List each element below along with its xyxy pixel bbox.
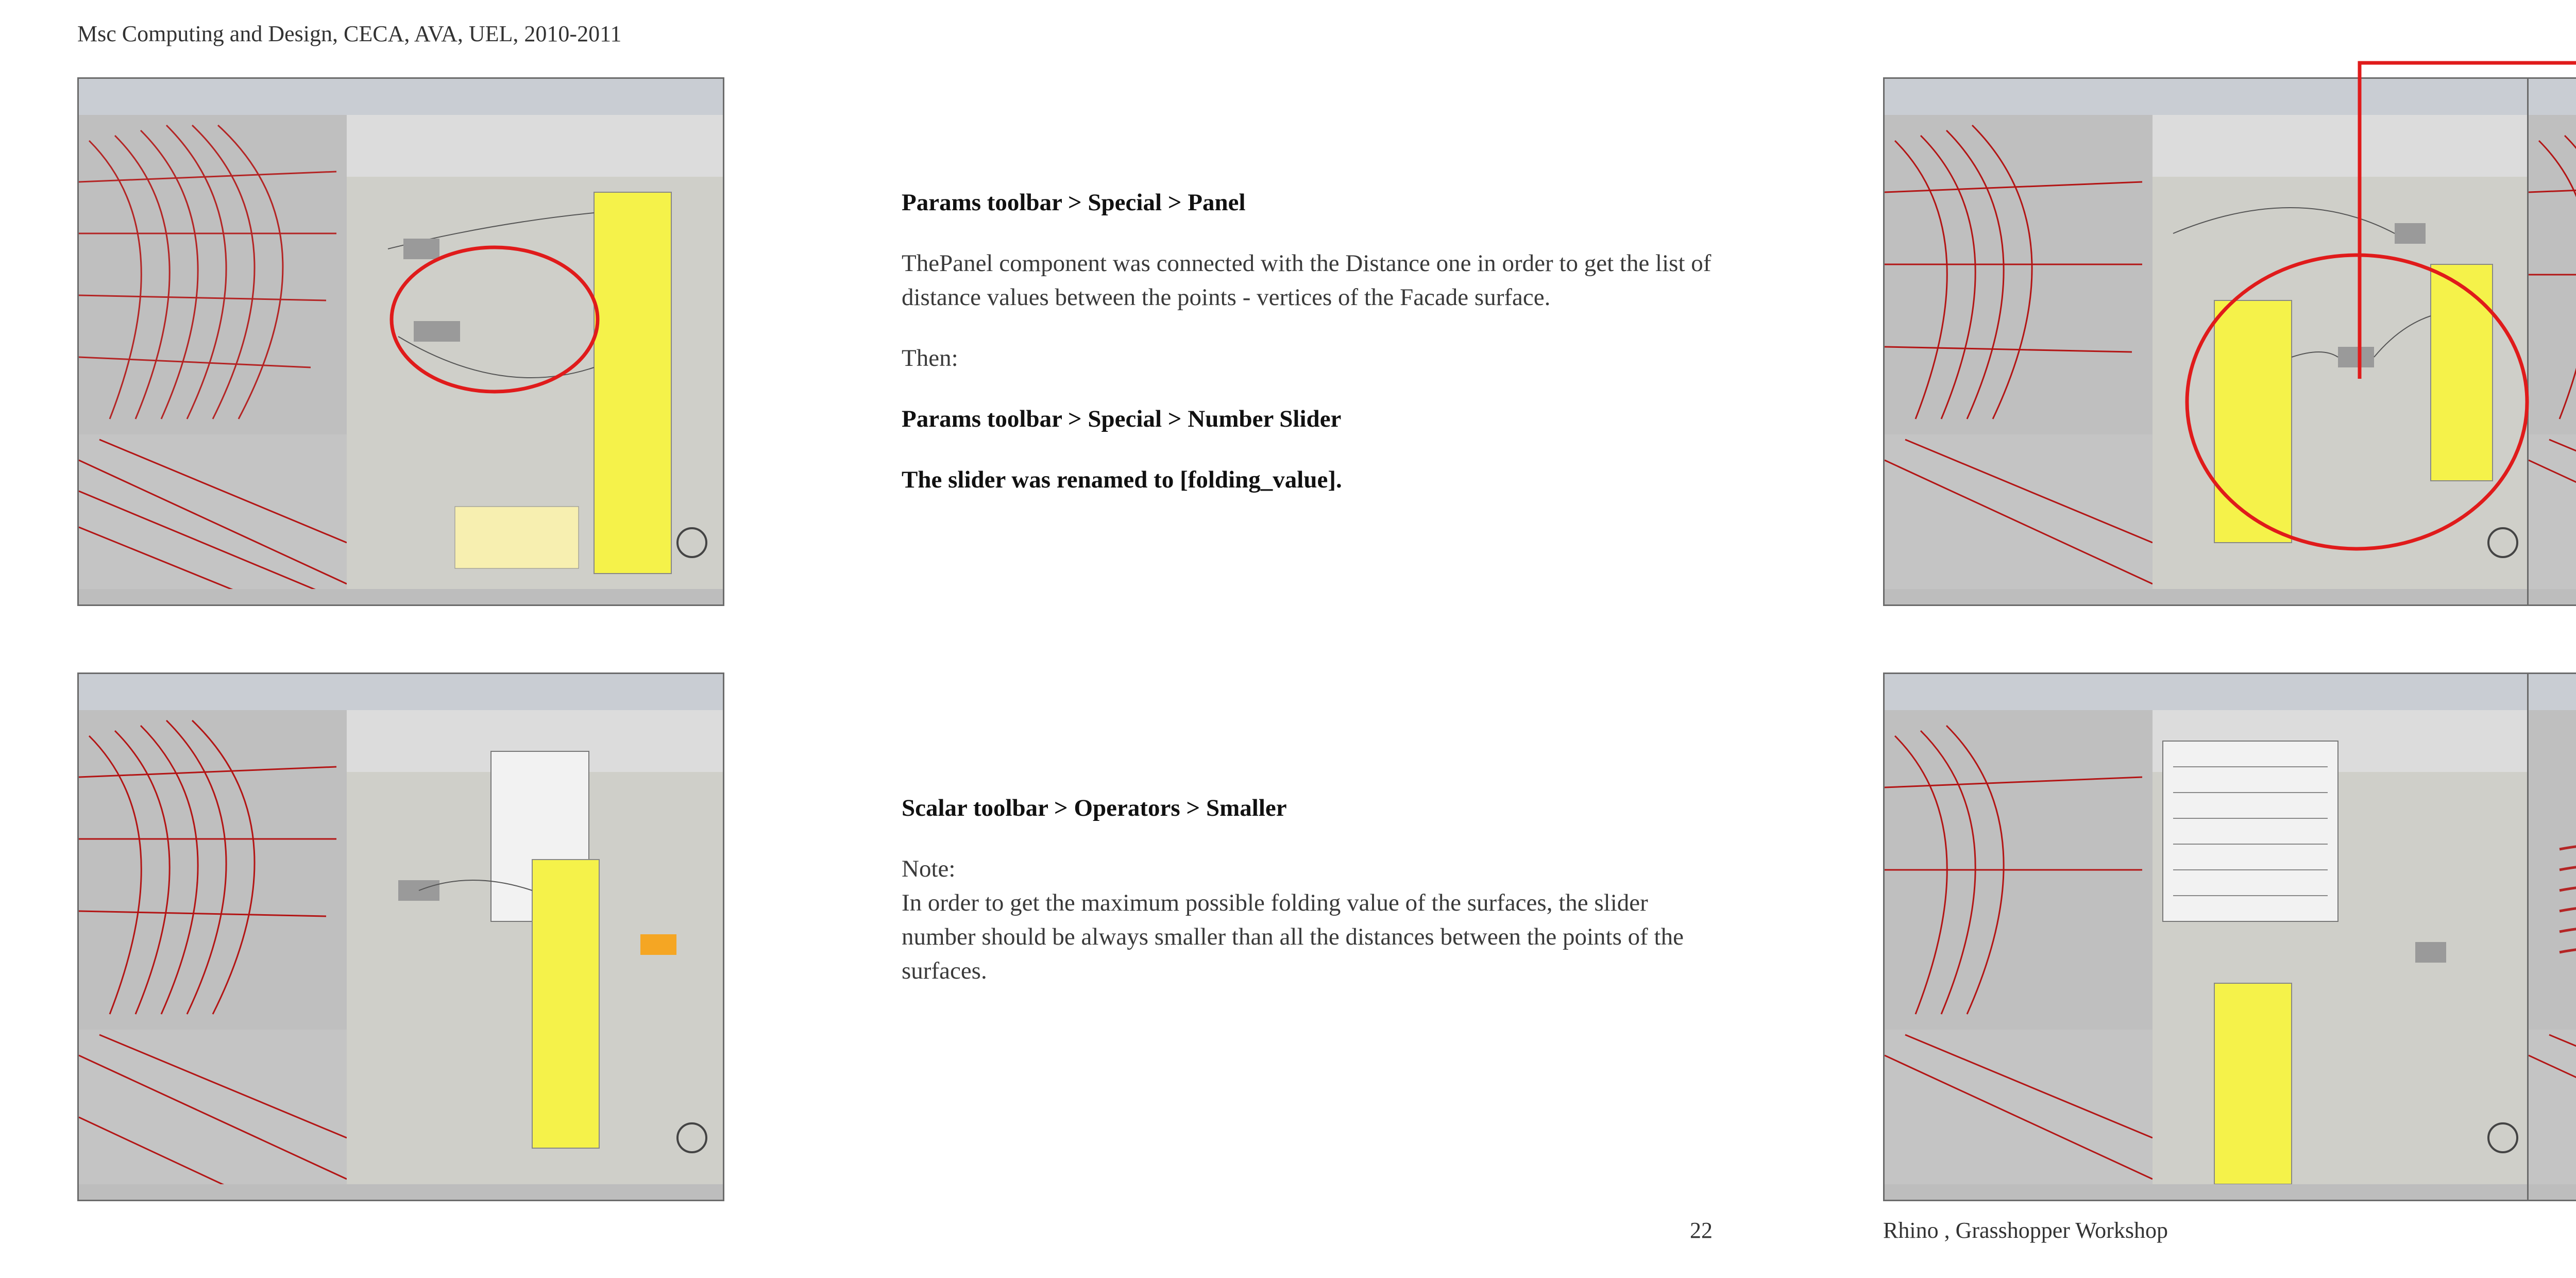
screenshot-smaller-operator xyxy=(77,672,724,1201)
screenshot-panel-setup xyxy=(77,77,724,606)
header-course: Msc Computing and Design, CECA, AVA, UEL, 2010-2011 xyxy=(77,21,622,46)
step-params-panel: Params toolbar > Special > Panel xyxy=(902,189,1246,216)
slider-renamed-note: The slider was renamed to [folding_value]. xyxy=(902,466,1342,493)
footer-workshop: Rhino , Grasshopper Workshop xyxy=(1883,1218,2168,1243)
then-label: Then: xyxy=(902,345,958,372)
screenshot-smaller-panel xyxy=(2527,77,2576,606)
text-block-smaller xyxy=(902,791,1705,988)
step-scalar-smaller: Scalar toolbar > Operators > Smaller xyxy=(902,795,1287,821)
note-label: Note: xyxy=(902,855,956,882)
panel-description: ThePanel component was connected with the Distance one in order to get the list of distance values between the points - vertices of the Facade surface. xyxy=(902,250,1711,311)
text-block-panel xyxy=(902,186,1726,524)
screenshot-end-points xyxy=(2527,672,2576,1201)
page-number-left: 22 xyxy=(1690,1218,1713,1243)
screenshot-analysis-menu xyxy=(1883,672,2530,1201)
note-text: In order to get the maximum possible folding value of the surfaces, the slider number should be always smaller than all the distances between the points of the surfaces. xyxy=(902,889,1684,984)
step-number-slider: Params toolbar > Special > Number Slider xyxy=(902,406,1342,432)
screenshot-line-sdl xyxy=(1883,77,2530,606)
